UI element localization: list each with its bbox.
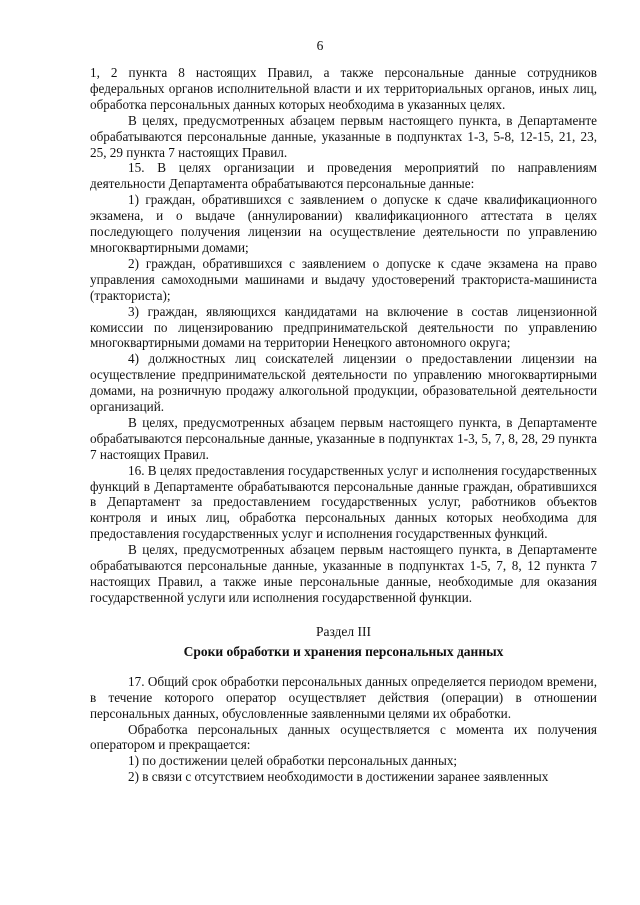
list-item: 4) должностных лиц соискателей лицензии о предоставлении лицензии на осуществление предпринимательской деятельности по управлению многоквартирными домами, на розничную продажу алкогольной продукции, образовательной деятельности организаций.: [90, 351, 597, 415]
list-item: 3) граждан, являющихся кандидатами на включение в состав лицензионной комиссии по лицензированию предпринимательской деятельности по управлению многоквартирными домами на территории Ненецкого автономного округа;: [90, 303, 597, 351]
section-title: Сроки обработки и хранения персональных данных: [183, 643, 504, 659]
paragraph-clause-17: 17. Общий срок обработки персональных данных определяется периодом времени, в течение которого оператор осуществляет действия (операции) в отношении персональных данных, обусловленные заявленными целями их обработки.: [90, 673, 597, 721]
paragraph: В целях, предусмотренных абзацем первым настоящего пункта, в Департаменте обрабатываются персональные данные, указанные в подпунктах 1-5, 7, 8, 12 пункта 7 настоящих Правил, а также иные персональные данные, необходимые для оказания государственной услуги или исполнения государственной функции.: [90, 542, 597, 605]
paragraph-continuation: 1, 2 пункта 8 настоящих Правил, а также персональные данные сотрудников федеральных органов исполнительной власти и их территориальных органов, иных лиц, обработка персональных данных которых необходима в указанных целях.: [90, 65, 597, 112]
page-number: 6: [316, 38, 324, 53]
paragraph-clause-15: 15. В целях организации и проведения мероприятий по направлениям деятельности Департамента обрабатываются персональные данные:: [90, 160, 597, 192]
paragraph-clause-16: 16. В целях предоставления государственных услуг и исполнения государственных функций в Департаменте обрабатываются персональные данные граждан, обратившихся в Департамент за предоставлением государственных услуг, работников объектов контроля и иных лиц, обработка персональных данных которых необходима для предоставления государственных услуг и исполнения государственных функций.: [90, 462, 597, 542]
document-body: [90, 65, 597, 785]
paragraph: В целях, предусмотренных абзацем первым настоящего пункта, в Департаменте обрабатываются персональные данные, указанные в подпунктах 1-3, 5-8, 12-15, 21, 23, 25, 29 пункта 7 настоящих Правил.: [90, 112, 597, 160]
list-item: 1) граждан, обратившихся с заявлением о допуске к сдаче квалификационного экзамена, и о выдаче (аннулировании) квалификационного аттестата в целях последующего получения лицензии на осуществление деятельности по управлению многоквартирными домами;: [90, 192, 597, 255]
list-item: 1) по достижении целей обработки персональных данных;: [128, 753, 458, 769]
section-heading: Раздел III: [315, 623, 372, 639]
paragraph: В целях, предусмотренных абзацем первым настоящего пункта, в Департаменте обрабатываются персональные данные, указанные в подпунктах 1-3, 5, 7, 8, 28, 29 пункта 7 настоящих Правил.: [90, 414, 597, 462]
list-item: 2) граждан, обратившихся с заявлением о допуске к сдаче экзамена на право управления самоходными машинами и выдачу удостоверений тракториста-машиниста (тракториста);: [90, 255, 597, 303]
paragraph: Обработка персональных данных осуществляется с момента их получения оператором и прекращается:: [90, 721, 597, 753]
list-item: 2) в связи с отсутствием необходимости в достижении заранее заявленных: [128, 769, 549, 785]
